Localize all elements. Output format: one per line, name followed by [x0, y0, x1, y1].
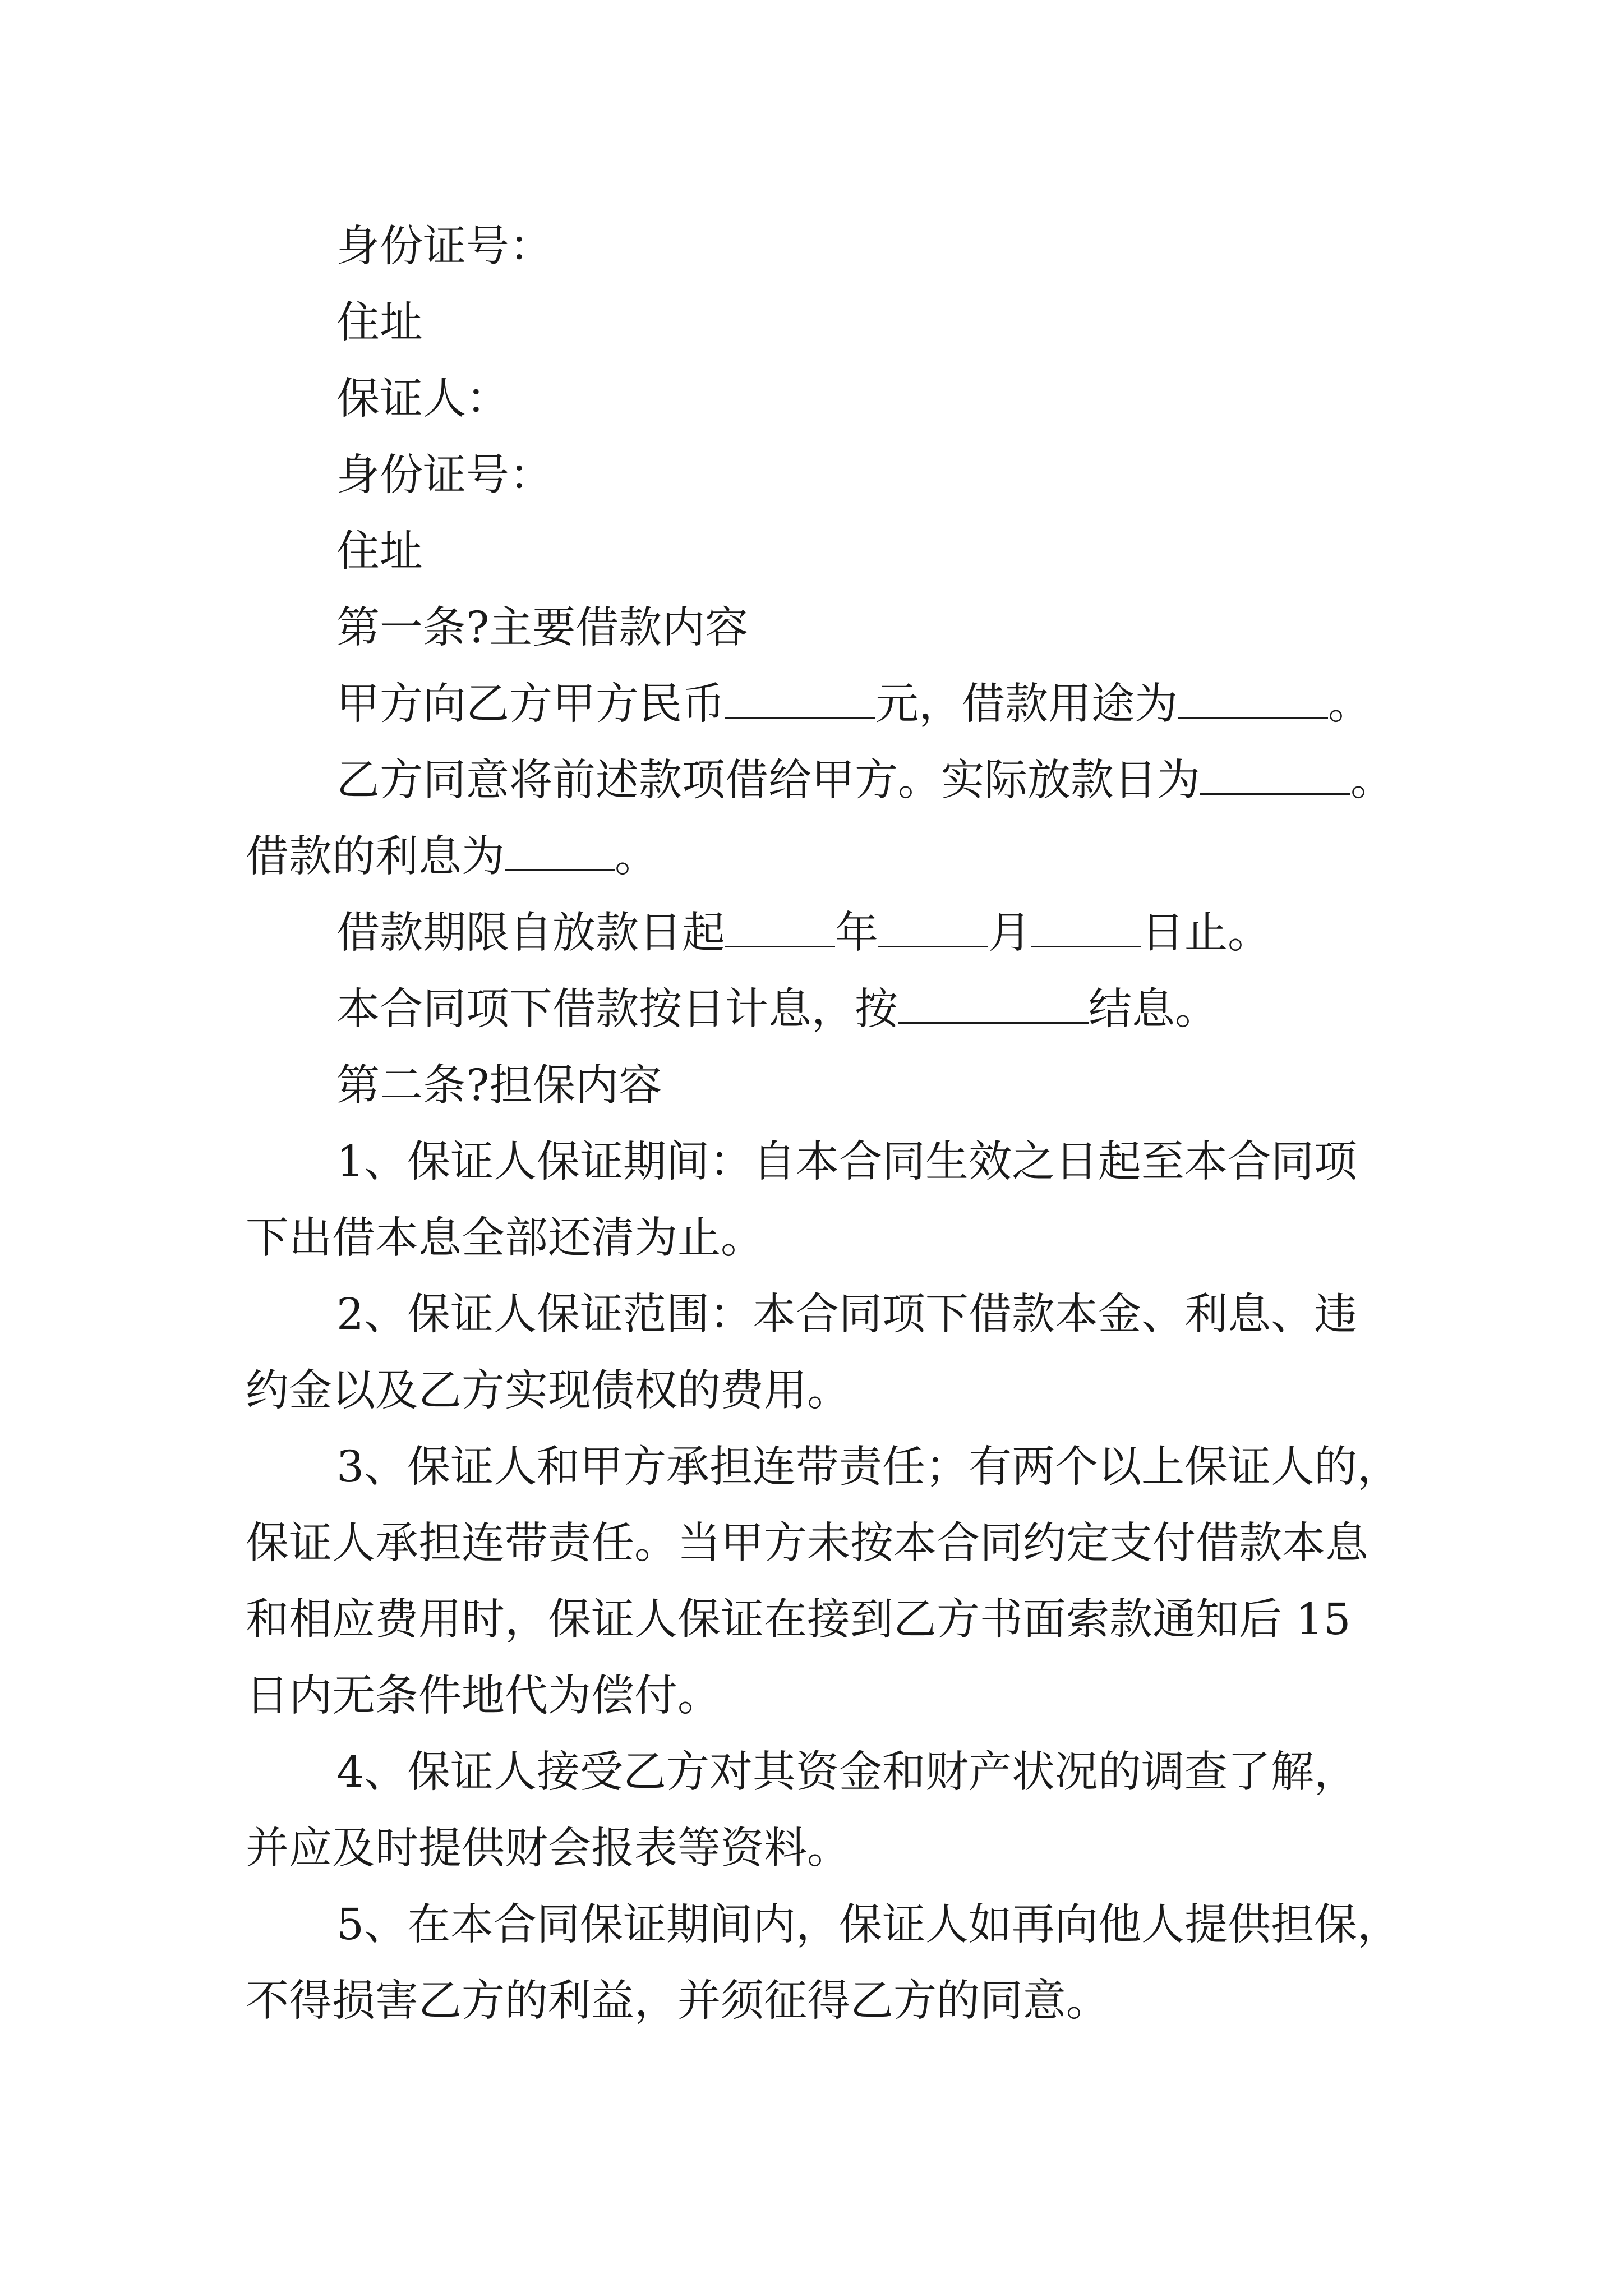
disbursement-date-blank — [1200, 762, 1350, 795]
guarantee-item-5-line-2: 不得损害乙方的利益，并须征得乙方的同意。 — [246, 1976, 1109, 2026]
loan-amount-text: 甲方向乙方甲方民币 — [336, 679, 725, 729]
guarantor-line: 保证人： — [336, 374, 509, 424]
loan-amount-period: 。 — [1328, 679, 1371, 729]
loan-amount-line — [246, 666, 1412, 743]
guarantor-id-line: 身份证号： — [336, 450, 552, 500]
guarantee-item-1-line-2: 下出借本息全部还清为止。 — [246, 1213, 764, 1263]
guarantee-item-3-line-3: 和相应费用时，保证人保证在接到乙方书面索款通知后 15 — [246, 1595, 1351, 1645]
disbursement-period: 。 — [1350, 756, 1394, 806]
term-end-text: 日止。 — [1141, 908, 1271, 958]
term-line — [246, 895, 1412, 972]
interest-calc-line — [246, 972, 1412, 1048]
term-text: 借款期限自放款日起 — [336, 908, 725, 958]
guarantee-item-3-line-4: 日内无条件地代为偿付。 — [246, 1671, 721, 1721]
borrower-address-line: 住址 — [336, 298, 423, 348]
term-year-label: 年 — [835, 908, 878, 958]
borrower-id-line: 身份证号： — [336, 222, 552, 272]
article1-title: 第一条?主要借款内容 — [336, 603, 749, 653]
loan-purpose-text: 元，借款用途为 — [875, 679, 1178, 729]
interest-line — [246, 819, 1412, 895]
interest-blank — [505, 838, 615, 871]
term-day-blank — [1031, 914, 1141, 947]
term-month-blank — [878, 914, 988, 947]
guarantor-address-line: 住址 — [336, 527, 423, 577]
guarantee-item-4-line-2: 并应及时提供财会报表等资料。 — [246, 1824, 850, 1874]
interest-text: 借款的利息为 — [246, 832, 505, 882]
disbursement-line — [246, 743, 1412, 819]
guarantee-item-3-line-2: 保证人承担连带责任。当甲方未按本合同约定支付借款本息 — [246, 1519, 1368, 1568]
term-year-blank — [725, 914, 835, 947]
term-month-label: 月 — [988, 908, 1031, 958]
interest-calc-end: 结息。 — [1089, 984, 1218, 1034]
guarantee-item-4-line-1: 4、保证人接受乙方对其资金和财产状况的调查了解， — [336, 1747, 1357, 1797]
loan-amount-blank — [725, 685, 875, 719]
interest-calc-text: 本合同项下借款按日计息，按 — [336, 984, 898, 1034]
interest-period: 。 — [615, 832, 658, 882]
disbursement-text: 乙方同意将前述款项借给甲方。实际放款日为 — [336, 756, 1200, 806]
guarantee-item-5-line-1: 5、在本合同保证期间内，保证人如再向他人提供担保， — [336, 1900, 1400, 1950]
guarantee-item-2-line-2: 约金以及乙方实现债权的费用。 — [246, 1366, 850, 1416]
contract-body — [246, 209, 1412, 2040]
loan-purpose-blank — [1178, 685, 1328, 719]
settlement-blank — [898, 991, 1089, 1024]
guarantee-item-2-line-1: 2、保证人保证范围：本合同项下借款本金、利息、违 — [336, 1290, 1357, 1340]
guarantee-item-3-line-1: 3、保证人和甲方承担连带责任；有两个以上保证人的， — [336, 1442, 1400, 1492]
article2-title: 第二条?担保内容 — [336, 1061, 662, 1111]
guarantee-item-1-line-1: 1、保证人保证期间：自本合同生效之日起至本合同项 — [336, 1137, 1357, 1187]
